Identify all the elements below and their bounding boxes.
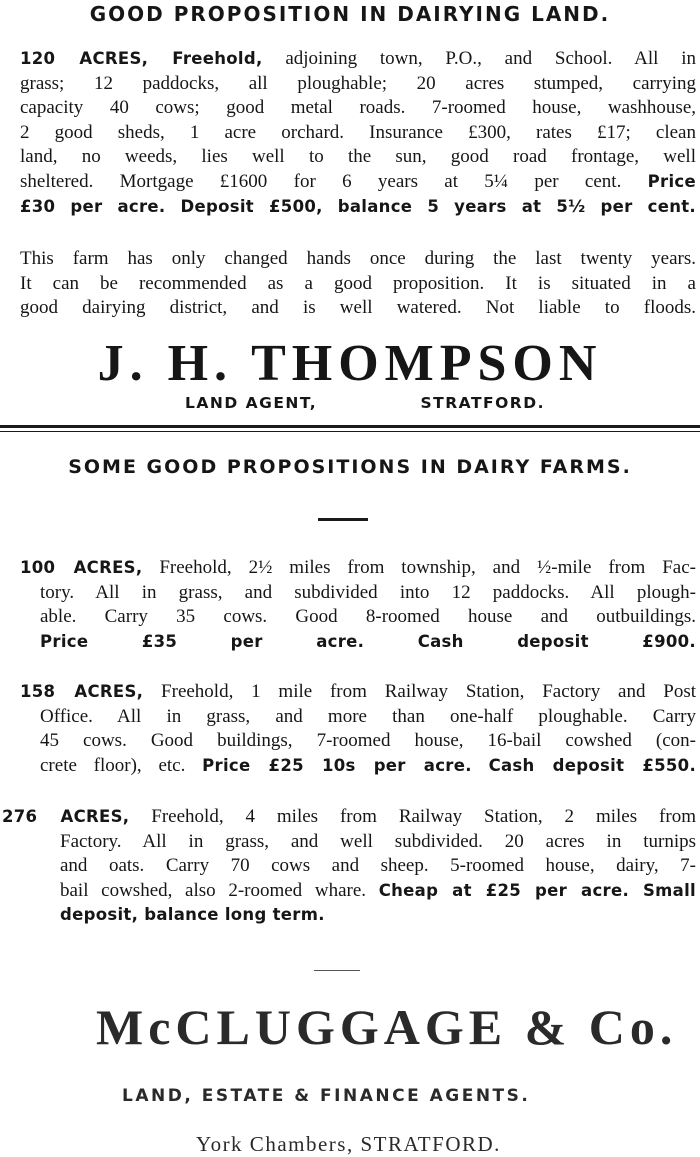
listing-276-acres [2, 805, 696, 928]
small-ornament-rule [314, 970, 360, 971]
listing-line: tory. All in grass, and subdivided into 12 paddocks. All plough- [40, 581, 696, 603]
listing-158-acres [20, 680, 696, 778]
section1-heading: GOOD PROPOSITION IN DAIRYING LAND. [89, 2, 611, 26]
agent-subtitle [185, 394, 545, 412]
listing-line: crete floor), etc. Price £25 10s per acre. Cash deposit £550. [40, 754, 697, 776]
divider-thick [0, 425, 700, 428]
listing-100-acres [20, 556, 696, 654]
agent-subtitle-mccluggage: LAND, ESTATE & FINANCE AGENTS. [122, 1086, 531, 1106]
listing-line: 120 ACRES, Freehold, adjoining town, P.O., and School. All in [20, 48, 696, 69]
listing-line: 158 ACRES, Freehold, 1 mile from Railway Station, Factory and Post [20, 681, 697, 702]
listing-line: and oats. Carry 70 cows and sheep. 5-roomed house, dairy, 7- [60, 855, 696, 877]
farm-description-paragraph [20, 247, 696, 321]
listing-line: grass; 12 paddocks, all ploughable; 20 acres stumped, carrying [20, 72, 696, 94]
agent-town: STRATFORD. [420, 394, 545, 412]
listing-line: Price £35 per acre. Cash deposit £900. [40, 631, 696, 651]
listing-line: 100 ACRES, Freehold, 2½ miles from township, and ½-mile from Fac- [20, 557, 696, 578]
agent-address-mccluggage: York Chambers, STRATFORD. [196, 1132, 501, 1156]
listing-line: 276 ACRES, Freehold, 4 miles from Railway Station, 2 miles from [2, 806, 696, 827]
agent-name-thompson: J. H. THOMPSON [97, 335, 603, 392]
listing-line: 2 good sheds, 1 acre orchard. Insurance £300, rates £17; clean [20, 121, 696, 143]
agent-role: LAND AGENT, [185, 394, 318, 412]
listing-line: land, no weeds, lies well to the sun, good road frontage, well [20, 146, 696, 168]
listing-120-acres [20, 47, 696, 219]
agent-name-mccluggage: McCLUGGAGE & Co. [96, 999, 678, 1055]
listing-line: 45 cows. Good buildings, 7-roomed house, 16-bail cowshed (con- [40, 730, 696, 752]
listing-line: Factory. All in grass, and well subdivided. 20 acres in turnips [60, 830, 696, 852]
section2-heading: SOME GOOD PROPOSITIONS IN DAIRY FARMS. [68, 456, 632, 478]
listing-line: sheltered. Mortgage £1600 for 6 years at 5¼ per cent. Price [20, 170, 696, 192]
listing-line: deposit, balance long term. [60, 905, 325, 925]
divider-thin [0, 431, 700, 432]
listing-line: bail cowshed, also 2-roomed whare. Cheap at £25 per acre. Small [60, 879, 697, 901]
listing-line: capacity 40 cows; good metal roads. 7-roomed house, washhouse, [20, 97, 696, 119]
paragraph-line: good dairying district, and is well watered. Not liable to floods. [20, 297, 696, 319]
short-divider [318, 518, 368, 521]
paragraph-line: It can be recommended as a good proposition. It is situated in a [20, 272, 696, 294]
listing-line: able. Carry 35 cows. Good 8-roomed house and outbuildings. [40, 606, 696, 628]
listing-line: Office. All in grass, and more than one-half ploughable. Carry [40, 705, 696, 727]
paragraph-line: This farm has only changed hands once during the last twenty years. [20, 248, 696, 269]
listing-line: £30 per acre. Deposit £500, balance 5 years at 5½ per cent. [20, 196, 696, 216]
